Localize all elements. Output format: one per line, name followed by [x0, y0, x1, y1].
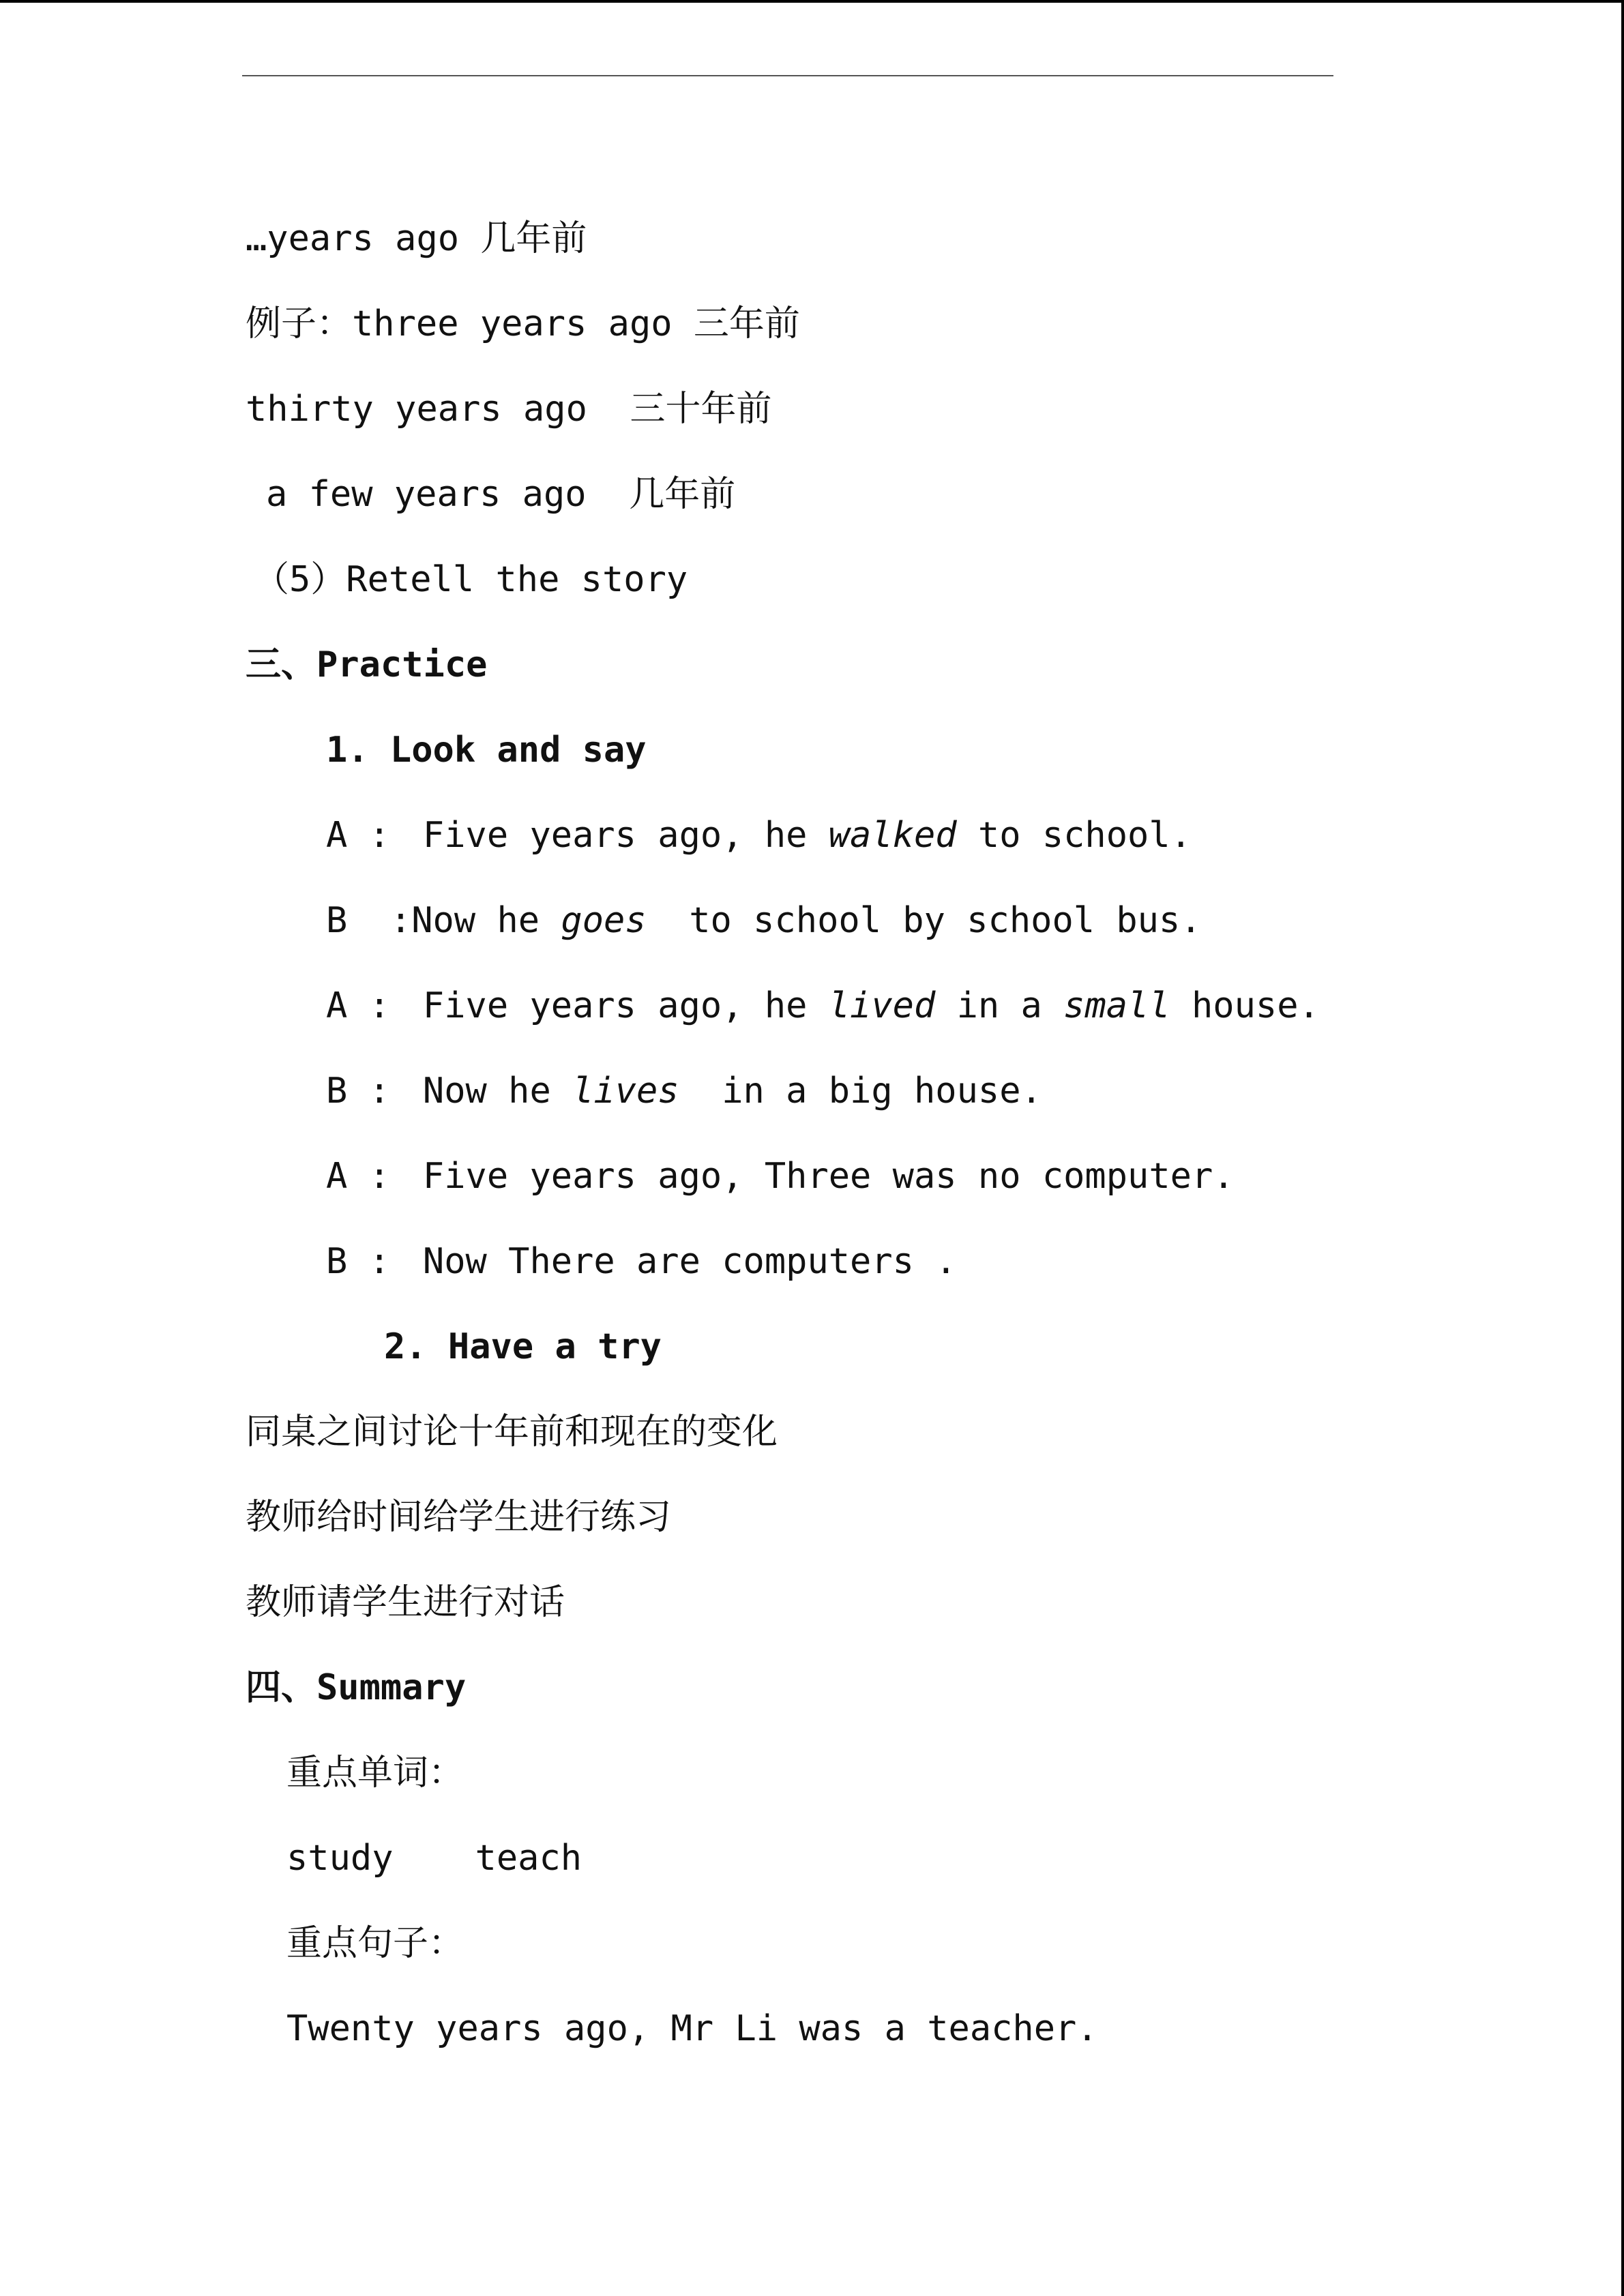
- example-line-few-years: a few years ago 几年前: [266, 474, 736, 515]
- dialogue-text: Now he: [411, 900, 561, 941]
- dialogue-text: Now There are computers .: [422, 1241, 957, 1282]
- key-sentence: Twenty years ago, Mr Li was a teacher.: [286, 2008, 1098, 2049]
- example-line-thirty-years: thirty years ago 三十年前: [246, 389, 772, 430]
- speaker-label: B :: [326, 1241, 390, 1282]
- key-word: teach: [475, 1838, 582, 1879]
- dialogue-text: to school.: [956, 815, 1192, 856]
- dialogue-line: [326, 1154, 1235, 1198]
- dialogue-line: [326, 1240, 957, 1283]
- section-heading-practice: 三、Practice: [246, 644, 488, 685]
- emphasis-adjective: small: [1063, 985, 1170, 1026]
- dialogue-text: to school by school bus.: [646, 900, 1202, 941]
- emphasis-verb: lived: [828, 985, 936, 1026]
- dialogue-line: [326, 814, 1192, 857]
- emphasis-verb: lives: [572, 1071, 679, 1112]
- dialogue-line: [326, 984, 1320, 1028]
- key-word: study: [286, 1838, 394, 1879]
- dialogue-text: Now he: [422, 1071, 573, 1112]
- section-heading-summary: 四、Summary: [246, 1667, 467, 1708]
- dialogue-text: in a big house.: [679, 1071, 1042, 1112]
- page-frame-right: [1621, 0, 1624, 2296]
- dialogue-line: [326, 1069, 1042, 1113]
- emphasis-verb: goes: [561, 900, 647, 941]
- page-frame-top: [0, 0, 1624, 3]
- key-words-list: [286, 1836, 582, 1880]
- dialogue-text: Five years ago, he: [422, 815, 829, 856]
- emphasis-verb: walked: [828, 815, 957, 856]
- header-rule: [242, 75, 1333, 76]
- key-sentences-label: 重点句子：: [286, 1923, 464, 1964]
- step-retell-story: （5）Retell the story: [254, 559, 688, 600]
- speaker-label: A :: [326, 815, 390, 856]
- activity-line-practice-time: 教师给时间给学生进行练习: [246, 1497, 672, 1538]
- dialogue-text: in a: [935, 985, 1064, 1026]
- key-words-label: 重点单词：: [286, 1753, 464, 1793]
- speaker-label: B :: [326, 1071, 390, 1112]
- speaker-label: A :: [326, 1156, 390, 1197]
- example-line-three-years: 例子：three years ago 三年前: [246, 303, 800, 344]
- speaker-label: B :: [326, 900, 412, 941]
- activity-line-discuss: 同桌之间讨论十年前和现在的变化: [246, 1412, 778, 1452]
- dialogue-text: house.: [1170, 985, 1320, 1026]
- dialogue-text: Five years ago, Three was no computer.: [422, 1156, 1235, 1197]
- subheading-have-a-try: 2. Have a try: [384, 1326, 662, 1367]
- speaker-label: A :: [326, 985, 390, 1026]
- vocab-line-years-ago: …years ago 几年前: [246, 218, 587, 259]
- dialogue-line: [326, 899, 1202, 942]
- dialogue-text: Five years ago, he: [422, 985, 829, 1026]
- subheading-look-and-say: 1. Look and say: [326, 730, 647, 771]
- activity-line-dialogue: 教师请学生进行对话: [246, 1582, 565, 1623]
